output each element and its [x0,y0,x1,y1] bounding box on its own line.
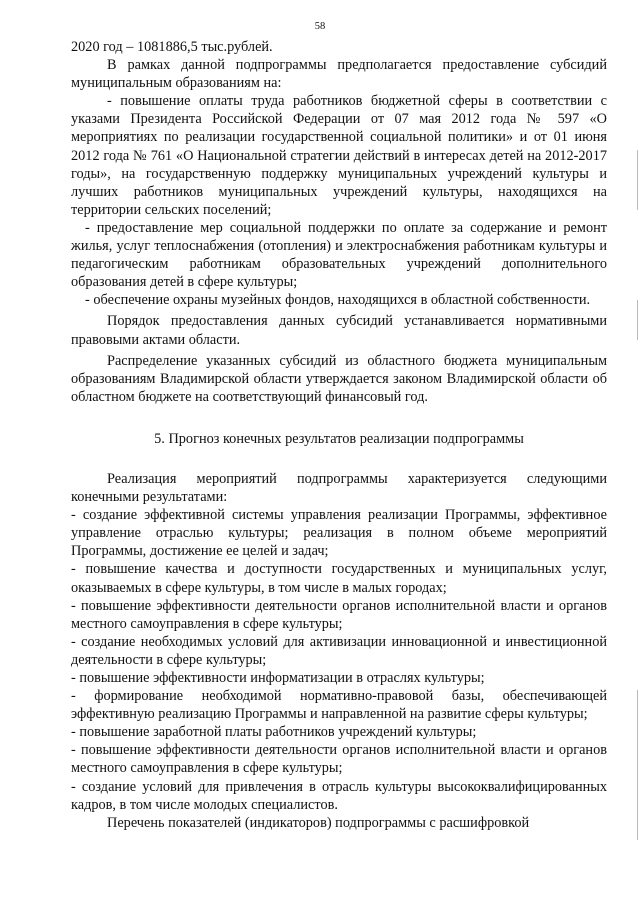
paragraph-indicators-list: Перечень показателей (индикаторов) подпрограммы с расшифровкой [107,814,530,831]
result-item: - повышение эффективности деятельности органов исполнительной власти и органов местного самоуправления в сфере культуры; [71,597,607,632]
scan-edge-mark [637,690,638,840]
paragraph-subsidy-distribution: Распределение указанных субсидий из областного бюджета муниципальным образованиям Владимирской области утверждается законом Владимирской области об областном бюджете на соответствующий финансовый год. [71,352,607,405]
paragraph-funding-2020: 2020 год – 1081886,5 тыс.рублей. [71,39,273,55]
paragraph-subsidy-procedure: Порядок предоставления данных субсидий устанавливается нормативными правовыми актами области. [71,313,607,348]
result-item: - повышение эффективности деятельности органов исполнительной власти и органов местного самоуправления в сфере культуры; [71,742,607,777]
result-item: - создание эффективной системы управления реализации Программы, эффективное управление отраслью культуры; реализация в полном объеме мероприятий Программы, достижение ее целей и задач; [71,507,607,560]
result-item: - создание необходимых условий для активизации инновационной и инвестиционной деятельности в сфере культуры; [71,633,607,668]
result-item: - повышение эффективности информатизации в отраслях культуры; [71,670,485,686]
scan-edge-mark [637,150,638,210]
list-item-salary-increase: - повышение оплаты труда работников бюджетной сферы в соответствии с указами Президента Российской Федерации от 07 мая 2012 года № 597 «О мероприятиях по реализации государственной социальной политики» и от 01 июня 2012 года № 761 «О Национальной стратегии действий в интересах детей на 2012-2017 годы», на государственную поддержку муниципальных учреждений культуры и лучших работников муниципальных учреждений культуры, находящихся на территории сельских поселений; [71,93,607,218]
paragraph-results-intro: Реализация мероприятий подпрограммы характеризуется следующими конечными результатами: [71,470,607,506]
list-item-museum-protection: - обеспечение охраны музейных фондов, находящихся в областной собственности. [85,292,591,309]
list-item-social-support: - предоставление мер социальной поддержки по оплате за содержание и ремонт жилья, услуг теплоснабжения (отопления) и электроснабжения работникам культуры и педагогическим работникам образовательных учреждений дополнительного образования детей в сфере культуры; [71,219,607,291]
result-item: - создание условий для привлечения в отрасль культуры высококвалифицированных кадров, в том числе молодых специалистов. [71,778,607,813]
result-item: - формирование необходимой нормативно-правовой базы, обеспечивающей эффективную реализацию Программы и направленной на развитие сферы культуры; [71,688,607,723]
scan-edge-mark [637,300,638,340]
section-heading: 5. Прогноз конечных результатов реализации подпрограммы [154,430,524,447]
paragraph-subsidies-intro: В рамках данной подпрограммы предполагается предоставление субсидий муниципальным образованиям на: [71,57,607,92]
result-item: - повышение качества и доступности государственных и муниципальных услуг, оказываемых в сфере культуры, в том числе в малых городах; [71,561,607,596]
document-body [71,38,607,832]
page-number: 58 [314,21,326,32]
result-item: - повышение заработной платы работников учреждений культуры; [71,724,477,741]
